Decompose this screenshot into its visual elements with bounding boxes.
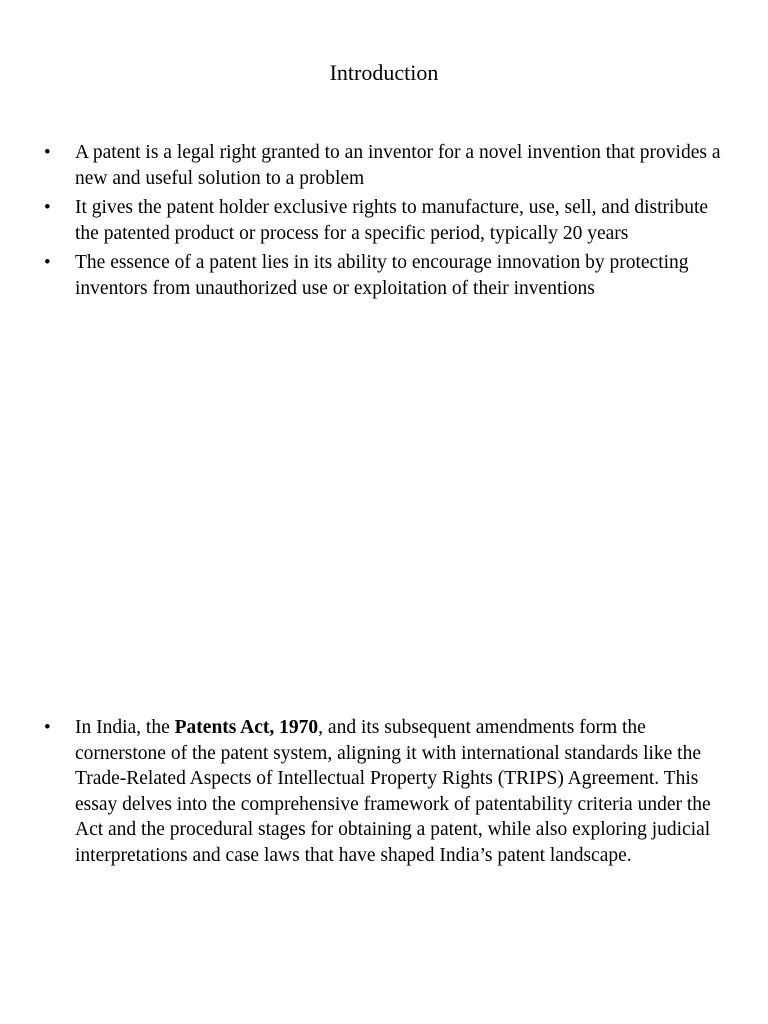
bullet-icon: • <box>44 717 51 738</box>
bullet-icon: • <box>44 252 51 273</box>
list-item <box>0 715 768 868</box>
bullet-text-after: , and its subsequent amendments form the cornerstone of the patent system, aligning it with international standards like the Trade-Related Aspects of Intellectual Property Rights (TRIPS) Agreement. This essay delves into the comprehensive framework of patentability criteria under the Act and the procedural stages for obtaining a patent, while also exploring judicial interpretations and case laws that have shaped India’s patent landscape. <box>75 717 711 866</box>
list-item <box>0 140 768 191</box>
bullet-icon: • <box>44 197 51 218</box>
patents-act-emphasis: Patents Act, 1970 <box>174 717 319 738</box>
india-bullet-list <box>0 715 768 872</box>
list-item <box>0 250 768 301</box>
intro-bullet-list <box>0 140 768 305</box>
bullet-text: It gives the patent holder exclusive rights to manufacture, use, sell, and distribute the patented product or process for a specific period, typically 20 years <box>75 197 709 244</box>
page-title: Introduction <box>329 60 439 85</box>
bullet-text: The essence of a patent lies in its ability to encourage innovation by protecting inventors from unauthorized use or exploitation of their inventions <box>75 252 689 299</box>
bullet-icon: • <box>44 142 51 163</box>
bullet-text: A patent is a legal right granted to an inventor for a novel invention that provides a new and useful solution to a problem <box>75 142 721 189</box>
list-item <box>0 195 768 246</box>
bullet-text-before: In India, the <box>75 717 175 738</box>
